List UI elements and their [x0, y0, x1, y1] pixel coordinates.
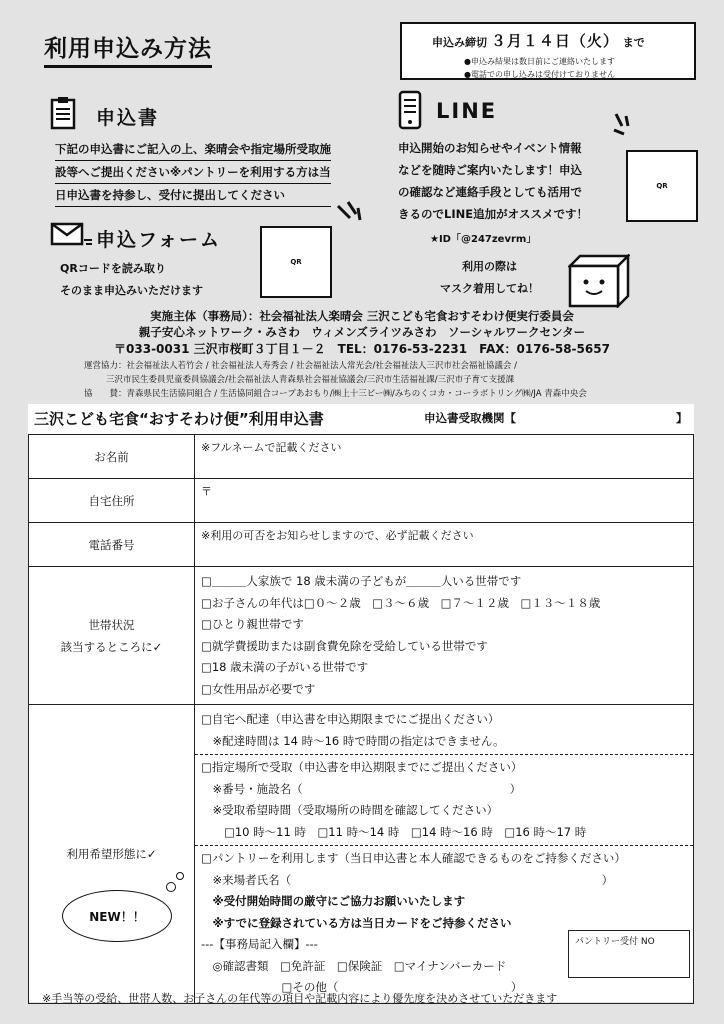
visitor-name[interactable]: ※来場者氏名（ ）	[201, 872, 614, 887]
pantry-number-label: パントリー受付 NO	[575, 937, 655, 947]
paper-instructions	[55, 138, 331, 207]
qr-code-icon: QR	[290, 258, 302, 266]
deadline-box	[400, 22, 696, 80]
name-label: お名前	[29, 435, 195, 479]
line-line: などを随時ご案内いたします！申込	[398, 163, 582, 177]
receiving-institution-close: 】	[676, 411, 688, 425]
phone-hint: ※利用の可否をお知らせしますので、必ず記載ください	[201, 529, 474, 542]
org-line: 実施主体（事務局）：社会福祉法人楽晴会 三沢こども宅食おすそわけ便実行委員会	[150, 309, 574, 323]
pantry-option[interactable]: □パントリーを利用します（当日申込書と本人確認できるものをご持参ください）	[201, 851, 626, 865]
divider	[195, 754, 693, 755]
bubble-dot	[166, 882, 176, 892]
box-face-icon	[568, 254, 630, 312]
burst-icon	[612, 112, 636, 142]
pickup-time-options[interactable]: □10 時～11 時 □11 時～14 時 □14 時～16 時 □16 時～17 時	[201, 824, 587, 839]
divider	[195, 845, 693, 846]
line-id: ★ID「@247zevrm」	[430, 234, 537, 245]
mask-line: マスク着用してね！	[440, 282, 539, 295]
paper-line: 設等へご提出ください※パントリーを利用する方は当	[55, 161, 331, 184]
name-hint: ※フルネームで記載ください	[201, 441, 342, 454]
line-qr-code[interactable]	[626, 150, 698, 222]
household-option[interactable]: □女性用品が必要です	[201, 681, 316, 696]
household-option[interactable]: □＿＿＿人家族で 18 歳未満の子どもが＿＿＿人いる世帯です	[201, 574, 522, 588]
form-qr-code[interactable]	[260, 226, 332, 298]
deadline-prefix: 申込み締切	[432, 36, 487, 49]
deadline-suffix: まで	[622, 36, 645, 49]
sponsor-line: 協 賛：青森県民生活協同組合 / 生活協同組合コープあおもり/㈱上十三ビー㈱/みちのくコカ・コーラボトリング㈱/JA 青森中央会	[84, 389, 587, 399]
pantry-card-notice: ※すでに登録されている方は当日カードをご持参ください	[201, 915, 512, 930]
line-instructions	[398, 137, 588, 225]
org-contact: 〒033-0031 三沢市桜町３丁目１－２ TEL：0176-53-2231 FAX：0176-58-5657	[114, 342, 610, 356]
burst-icon	[336, 200, 362, 228]
usage-label: 利用希望形態に✓	[29, 705, 195, 1004]
cooperation-line: 三沢市民生委員児童委員協議会/社会福祉法人青森県社会福祉協議会/三沢市生活福祉課/三沢市子育て支援課	[106, 375, 515, 385]
pantry-notice: ※受付開始時間の厳守にご協力お願いいたします	[201, 894, 466, 908]
office-other: □その他（ ）	[201, 980, 523, 994]
page-title: 利用申込み方法	[44, 30, 212, 68]
org-line: 親子安心ネットワーク・みさわ ウィメンズライツみさわ ソーシャルワークセンター	[138, 325, 586, 339]
pickup-facility[interactable]: ※番号・施設名（ ）	[201, 781, 522, 796]
postal-mark: 〒	[201, 485, 212, 498]
line-heading: LINE	[436, 99, 498, 123]
footer-note: ※手当等の受給、世帯人数、お子さんの年代等の項目や記載内容により優先度を決めさせていただきます	[42, 992, 558, 1005]
phone-label: 電話番号	[29, 523, 195, 567]
line-line: きるのでLINE追加がオススメです！	[398, 207, 588, 221]
name-field[interactable]	[195, 435, 694, 479]
address-label: 自宅住所	[29, 479, 195, 523]
smartphone-icon	[398, 90, 422, 134]
paper-heading: 申込書	[96, 107, 160, 129]
household-option[interactable]: □18 歳未満の子がいる世帯です	[201, 660, 369, 674]
address-field[interactable]	[195, 479, 694, 523]
form-line: QRコードを読み取り	[60, 262, 166, 275]
deadline-date: ３月１４日（火）	[490, 32, 619, 50]
receiving-institution-label: 申込書受取機関【	[424, 411, 516, 425]
line-line: の確認など連絡手段としても活用で	[398, 185, 582, 199]
cooperation-line: 運営協力：社会福祉法人若竹会 / 社会福祉法人寿秀会 / 社会福祉法人常光会/社会福祉法人三沢市社会福祉協議会 /	[84, 361, 517, 371]
line-line: 申込開始のお知らせやイベント情報	[398, 141, 582, 155]
household-label-line: 該当するところに✓	[60, 639, 163, 654]
qr-code-icon: QR	[656, 182, 668, 190]
form-line: そのまま申込みいただけます	[60, 284, 203, 297]
deadline-note: ●申込み結果は数日前にご連絡いたします	[464, 57, 615, 66]
household-options	[195, 567, 694, 705]
delivery-note: ※配達時間は 14 時～16 時で時間の指定はできません。	[201, 733, 505, 748]
pantry-number-box	[568, 930, 690, 978]
household-option[interactable]: □ひとり親世帯です	[201, 617, 304, 631]
deadline-note: ●電話での申し込みは受付けておりません	[464, 70, 615, 79]
form-title: 三沢こども宅食“おすそわけ便”利用申込書	[34, 410, 324, 428]
form-instructions	[60, 258, 203, 302]
pickup-time-note: ※受取希望時間（受取場所の時間を確認してください）	[201, 803, 499, 817]
paper-line: 日申込書を持参し、受付に提出してください	[55, 184, 331, 207]
mask-line: 利用の際は	[462, 260, 517, 273]
household-label-line: 世帯状況	[88, 617, 135, 632]
household-option[interactable]: □就学費援助または副食費免除を受給している世帯です	[201, 638, 488, 653]
household-label	[29, 567, 195, 705]
office-documents: ◎確認書類 □免許証 □保険証 □マイナンバーカード	[201, 958, 507, 973]
pickup-option[interactable]: □指定場所で受取（申込書を申込期限までにご提出ください）	[201, 760, 523, 774]
form-heading: 申込フォーム	[96, 229, 222, 251]
delivery-option[interactable]: □自宅へ配達（申込書を申込期限までにご提出ください）	[201, 712, 500, 726]
household-option[interactable]: □お子さんの年代は□０～２歳 □３～６歳 □７～１２歳 □１３～１８歳	[201, 595, 601, 610]
new-badge: NEW！！	[62, 890, 172, 942]
phone-field[interactable]	[195, 523, 694, 567]
clipboard-icon	[50, 96, 76, 134]
deadline-line	[432, 30, 645, 51]
mask-reminder	[440, 256, 539, 300]
paper-line: 下記の申込書にご記入の上、楽晴会や指定場所受取施	[55, 138, 331, 161]
office-heading: ---【事務局記入欄】---	[201, 937, 318, 951]
envelope-icon	[50, 222, 94, 252]
bubble-dot	[176, 872, 184, 880]
